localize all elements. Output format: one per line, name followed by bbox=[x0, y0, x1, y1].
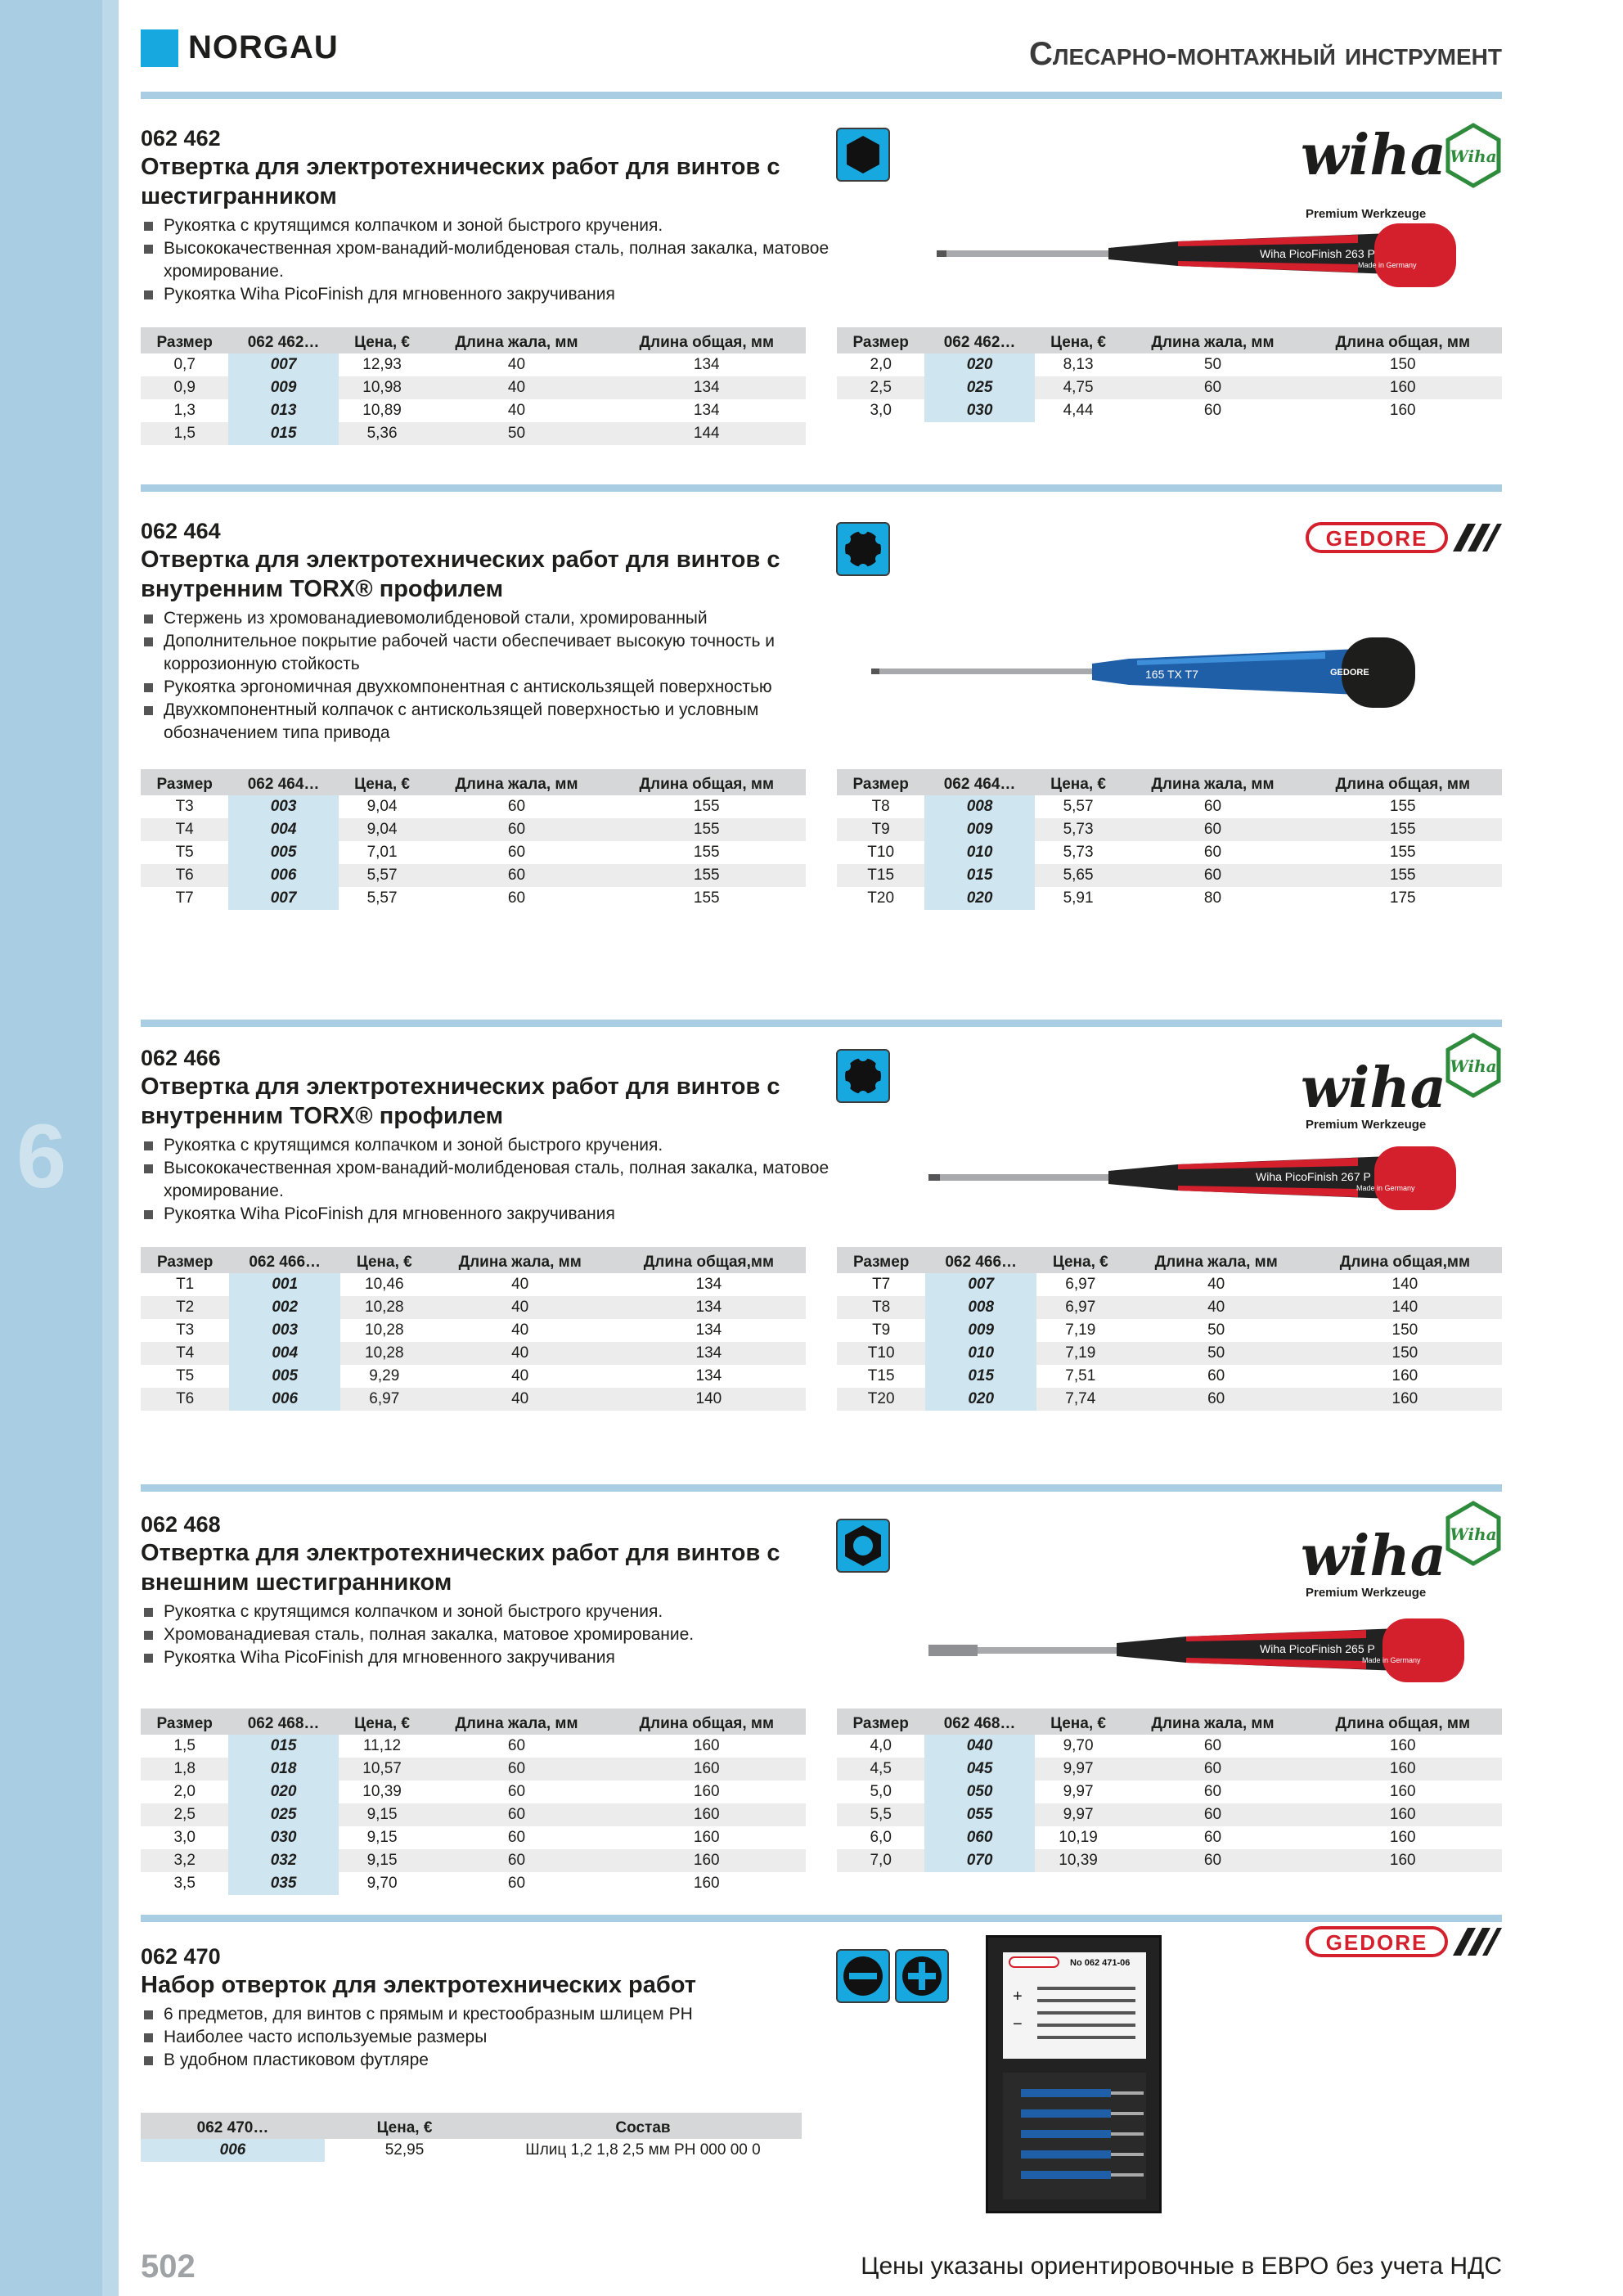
norgau-logo-icon bbox=[141, 29, 178, 67]
table-header-row: Размер 062 464… Цена, € Длина жала, мм Длина общая, мм bbox=[837, 769, 1502, 795]
table-row: T1 001 10,46 40 134 bbox=[141, 1273, 806, 1296]
table-row: T20 020 5,91 80 175 bbox=[837, 887, 1502, 910]
table-row: 7,0 070 10,39 60 160 bbox=[837, 1849, 1502, 1872]
table-row: T7 007 6,97 40 140 bbox=[837, 1273, 1502, 1296]
product-title: Отвертка для электротехнических работ для винтов с внутренним TORX® профилем bbox=[141, 547, 780, 602]
table-row: 2,5 025 9,15 60 160 bbox=[141, 1803, 806, 1826]
svg-text:GEDORE: GEDORE bbox=[1330, 668, 1369, 678]
price-note: Цены указаны ориентировочные в ЕВРО без учета НДС bbox=[861, 2253, 1502, 2280]
table-row: T6 006 5,57 60 155 bbox=[141, 864, 806, 887]
feature-item: В удобном пластиковом футляре bbox=[141, 2049, 844, 2072]
table-row: 3,0 030 9,15 60 160 bbox=[141, 1826, 806, 1849]
feature-item: Хромованадиевая сталь, полная закалка, матовое хромирование. bbox=[141, 1623, 844, 1646]
feature-item: Рукоятка с крутящимся колпачком и зоной быстрого кручения. bbox=[141, 214, 844, 237]
table-row: 6,0 060 10,19 60 160 bbox=[837, 1826, 1502, 1849]
table-row: T2 002 10,28 40 134 bbox=[141, 1296, 806, 1319]
spec-table-set bbox=[141, 2113, 802, 2162]
feature-item: Рукоятка эргономичная двухкомпонентная с антискользящей поверхностью bbox=[141, 676, 844, 699]
spec-table-right bbox=[837, 1247, 1502, 1411]
svg-text:−: − bbox=[1013, 2015, 1023, 2033]
section-rule bbox=[141, 1915, 1502, 1922]
feature-item: Рукоятка Wiha PicoFinish для мгновенного закручивания bbox=[141, 283, 844, 306]
table-row: T20 020 7,74 60 160 bbox=[837, 1388, 1502, 1411]
table-row: T9 009 5,73 60 155 bbox=[837, 818, 1502, 841]
svg-text:Wiha PicoFinish 265 P: Wiha PicoFinish 265 P bbox=[1260, 1642, 1375, 1655]
feature-list bbox=[141, 1134, 844, 1226]
spec-table-right bbox=[837, 327, 1502, 422]
table-row: T4 004 10,28 40 134 bbox=[141, 1342, 806, 1365]
table-header-row bbox=[141, 327, 806, 353]
feature-item: Двухкомпонентный колпачок с антискользящей поверхностью и условным обозначением типа привода bbox=[141, 699, 844, 745]
svg-text:Made in Germany: Made in Germany bbox=[1356, 1184, 1415, 1192]
product-code: 062 468 bbox=[141, 1512, 221, 1537]
svg-text:Wiha: Wiha bbox=[1450, 1524, 1497, 1544]
svg-text:Made in Germany: Made in Germany bbox=[1358, 261, 1417, 269]
spec-table-left bbox=[141, 327, 806, 445]
feature-item: Дополнительное покрытие рабочей части обеспечивает высокую точность и коррозионную стойкость bbox=[141, 630, 844, 676]
svg-text:Wiha: Wiha bbox=[1450, 146, 1497, 166]
table-header-row: 062 470… Цена, € Состав bbox=[141, 2113, 802, 2139]
section-rule bbox=[141, 484, 1502, 492]
table-row: 2,5 025 4,75 60 160 bbox=[837, 376, 1502, 399]
table-row: 5,5 055 9,97 60 160 bbox=[837, 1803, 1502, 1826]
table-row: T3 003 10,28 40 134 bbox=[141, 1319, 806, 1342]
screwdriver-image bbox=[924, 1141, 1472, 1215]
wiha-logo bbox=[1301, 1524, 1446, 1589]
table-row: 1,5 015 5,36 50 144 bbox=[141, 422, 806, 445]
wiha-tagline: Premium Werkzeuge bbox=[1306, 207, 1427, 221]
logo-text: NORGAU bbox=[188, 29, 339, 65]
wiha-badge-icon bbox=[1445, 123, 1502, 192]
feature-item: Высококачественная хром-ванадий-молибденовая сталь, полная закалка, матовое хромирование. bbox=[141, 237, 844, 283]
wiha-wordmark: wiha bbox=[1301, 1524, 1446, 1589]
screwdriver-set-case-image bbox=[986, 1935, 1162, 2213]
table-row: 1,3 013 10,89 40 134 bbox=[141, 399, 806, 422]
screwdriver-image bbox=[924, 1614, 1481, 1687]
spec-table-left bbox=[141, 1708, 806, 1895]
feature-item: Рукоятка Wiha PicoFinish для мгновенного закручивания bbox=[141, 1646, 844, 1669]
table-header-row: Размер 062 466… Цена, € Длина жала, мм Длина общая,мм bbox=[141, 1247, 806, 1273]
table-row: 0,7 007 12,93 40 134 bbox=[141, 353, 806, 376]
table-row: 4,0 040 9,70 60 160 bbox=[837, 1735, 1502, 1758]
svg-text:Wiha: Wiha bbox=[1450, 1056, 1497, 1076]
screwdriver-image bbox=[867, 634, 1423, 712]
chapter-title: Слесарно-монтажный инструмент bbox=[1028, 36, 1502, 72]
table-row: T10 010 5,73 60 155 bbox=[837, 841, 1502, 864]
section-rule bbox=[141, 1484, 1502, 1492]
table-header-row: Размер 062 468… Цена, € Длина жала, мм Длина общая, мм bbox=[141, 1708, 806, 1735]
table-row: 3,0 030 4,44 60 160 bbox=[837, 399, 1502, 422]
svg-text:GEDORE: GEDORE bbox=[1325, 526, 1428, 551]
wiha-wordmark: wiha bbox=[1301, 1056, 1446, 1121]
table-row: 1,8 018 10,57 60 160 bbox=[141, 1758, 806, 1781]
header-rule bbox=[141, 92, 1502, 99]
wiha-tagline: Premium Werkzeuge bbox=[1306, 1118, 1427, 1132]
table-header-row: Размер 062 466… Цена, € Длина жала, мм Длина общая,мм bbox=[837, 1247, 1502, 1273]
table-row: T4 004 9,04 60 155 bbox=[141, 818, 806, 841]
slotted-icon bbox=[836, 1949, 890, 2003]
table-row: T5 005 7,01 60 155 bbox=[141, 841, 806, 864]
product-code: 062 470 bbox=[141, 1944, 221, 1969]
table-row: T5 005 9,29 40 134 bbox=[141, 1365, 806, 1388]
gedore-logo bbox=[1306, 1925, 1502, 1959]
chapter-number: 6 bbox=[16, 1106, 67, 1207]
svg-text:Wiha PicoFinish 267 P: Wiha PicoFinish 267 P bbox=[1256, 1170, 1371, 1183]
wiha-logo bbox=[1301, 1056, 1446, 1121]
feature-item: Рукоятка Wiha PicoFinish для мгновенного закручивания bbox=[141, 1203, 844, 1226]
product-title: Отвертка для электротехнических работ для винтов с внутренним TORX® профилем bbox=[141, 1074, 780, 1129]
torx-icon bbox=[836, 1049, 890, 1103]
table-row: 3,5 035 9,70 60 160 bbox=[141, 1872, 806, 1895]
gedore-logo bbox=[1306, 520, 1502, 555]
product-code: 062 466 bbox=[141, 1046, 221, 1070]
torx-icon bbox=[836, 522, 890, 576]
feature-item: Наиболее часто используемые размеры bbox=[141, 2026, 844, 2049]
feature-list bbox=[141, 2003, 844, 2072]
table-row: T9 009 7,19 50 150 bbox=[837, 1319, 1502, 1342]
feature-list bbox=[141, 214, 844, 306]
page-number: 502 bbox=[141, 2249, 196, 2285]
spec-table-right bbox=[837, 769, 1502, 910]
product-title: Набор отверток для электротехнических работ bbox=[141, 1972, 696, 1998]
spec-table-left bbox=[141, 769, 806, 910]
svg-text:No 062 471-06: No 062 471-06 bbox=[1070, 1958, 1131, 1968]
col-price: Цена, € bbox=[339, 327, 426, 353]
table-row: T7 007 5,57 60 155 bbox=[141, 887, 806, 910]
table-row: 4,5 045 9,97 60 160 bbox=[837, 1758, 1502, 1781]
spec-table-right bbox=[837, 1708, 1502, 1872]
hex-socket-icon bbox=[836, 128, 890, 182]
section-062470 bbox=[141, 1943, 1502, 2072]
col-size: Размер bbox=[141, 327, 228, 353]
phillips-icon bbox=[895, 1949, 949, 2003]
feature-item: Высококачественная хром-ванадий-молибденовая сталь, полная закалка, матовое хромирование. bbox=[141, 1157, 844, 1203]
table-row: 2,0 020 8,13 50 150 bbox=[837, 353, 1502, 376]
feature-item: Рукоятка с крутящимся колпачком и зоной быстрого кручения. bbox=[141, 1600, 844, 1623]
wiha-badge-icon bbox=[1445, 1033, 1502, 1102]
wiha-tagline: Premium Werkzeuge bbox=[1306, 1586, 1427, 1600]
table-row: T3 003 9,04 60 155 bbox=[141, 795, 806, 818]
svg-text:Made in Germany: Made in Germany bbox=[1362, 1656, 1421, 1664]
feature-list bbox=[141, 1600, 844, 1669]
table-row: 5,0 050 9,97 60 160 bbox=[837, 1781, 1502, 1803]
wiha-logo bbox=[1301, 123, 1446, 188]
section-rule bbox=[141, 1020, 1502, 1027]
svg-text:+: + bbox=[1013, 1988, 1023, 2006]
feature-item: 6 предметов, для винтов с прямым и крестообразным шлицем PH bbox=[141, 2003, 844, 2026]
table-row: T15 015 5,65 60 155 bbox=[837, 864, 1502, 887]
product-code: 062 462 bbox=[141, 126, 221, 151]
table-header-row: Размер 062 462… Цена, € Длина жала, мм Длина общая, мм bbox=[837, 327, 1502, 353]
table-row: T8 008 5,57 60 155 bbox=[837, 795, 1502, 818]
product-title: Отвертка для электротехнических работ для винтов с внешним шестигранником bbox=[141, 1540, 780, 1596]
table-row: 1,5 015 11,12 60 160 bbox=[141, 1735, 806, 1758]
table-row: 006 52,95 Шлиц 1,2 1,8 2,5 мм PH 000 00 0 bbox=[141, 2139, 802, 2162]
table-row: T10 010 7,19 50 150 bbox=[837, 1342, 1502, 1365]
svg-text:GEDORE: GEDORE bbox=[1325, 1930, 1428, 1955]
wiha-wordmark: wiha bbox=[1301, 123, 1446, 188]
table-row: T6 006 6,97 40 140 bbox=[141, 1388, 806, 1411]
table-header-row: Размер 062 468… Цена, € Длина жала, мм Длина общая, мм bbox=[837, 1708, 1502, 1735]
table-header-row: Размер 062 464… Цена, € Длина жала, мм Длина общая, мм bbox=[141, 769, 806, 795]
col-total-length: Длина общая, мм bbox=[608, 327, 806, 353]
table-row: T8 008 6,97 40 140 bbox=[837, 1296, 1502, 1319]
product-code: 062 464 bbox=[141, 519, 221, 543]
wiha-badge-icon bbox=[1445, 1501, 1502, 1570]
feature-item: Стержень из хромованадиевомолибденовой стали, хромированный bbox=[141, 607, 844, 630]
table-row: T15 015 7,51 60 160 bbox=[837, 1365, 1502, 1388]
feature-item: Рукоятка с крутящимся колпачком и зоной быстрого кручения. bbox=[141, 1134, 844, 1157]
svg-text:165 TX T7: 165 TX T7 bbox=[1145, 668, 1198, 681]
col-blade-length: Длина жала, мм bbox=[425, 327, 607, 353]
table-row: 0,9 009 10,98 40 134 bbox=[141, 376, 806, 399]
table-row: 2,0 020 10,39 60 160 bbox=[141, 1781, 806, 1803]
feature-list bbox=[141, 607, 844, 745]
table-row: 3,2 032 9,15 60 160 bbox=[141, 1849, 806, 1872]
product-title: Отвертка для электротехнических работ для винтов с шестигранником bbox=[141, 154, 780, 209]
svg-text:Wiha PicoFinish 263 P: Wiha PicoFinish 263 P bbox=[1260, 247, 1375, 260]
col-article: 062 462… bbox=[228, 327, 338, 353]
screwdriver-image bbox=[933, 217, 1472, 295]
spec-table-left bbox=[141, 1247, 806, 1411]
hex-nut-icon bbox=[836, 1519, 890, 1573]
